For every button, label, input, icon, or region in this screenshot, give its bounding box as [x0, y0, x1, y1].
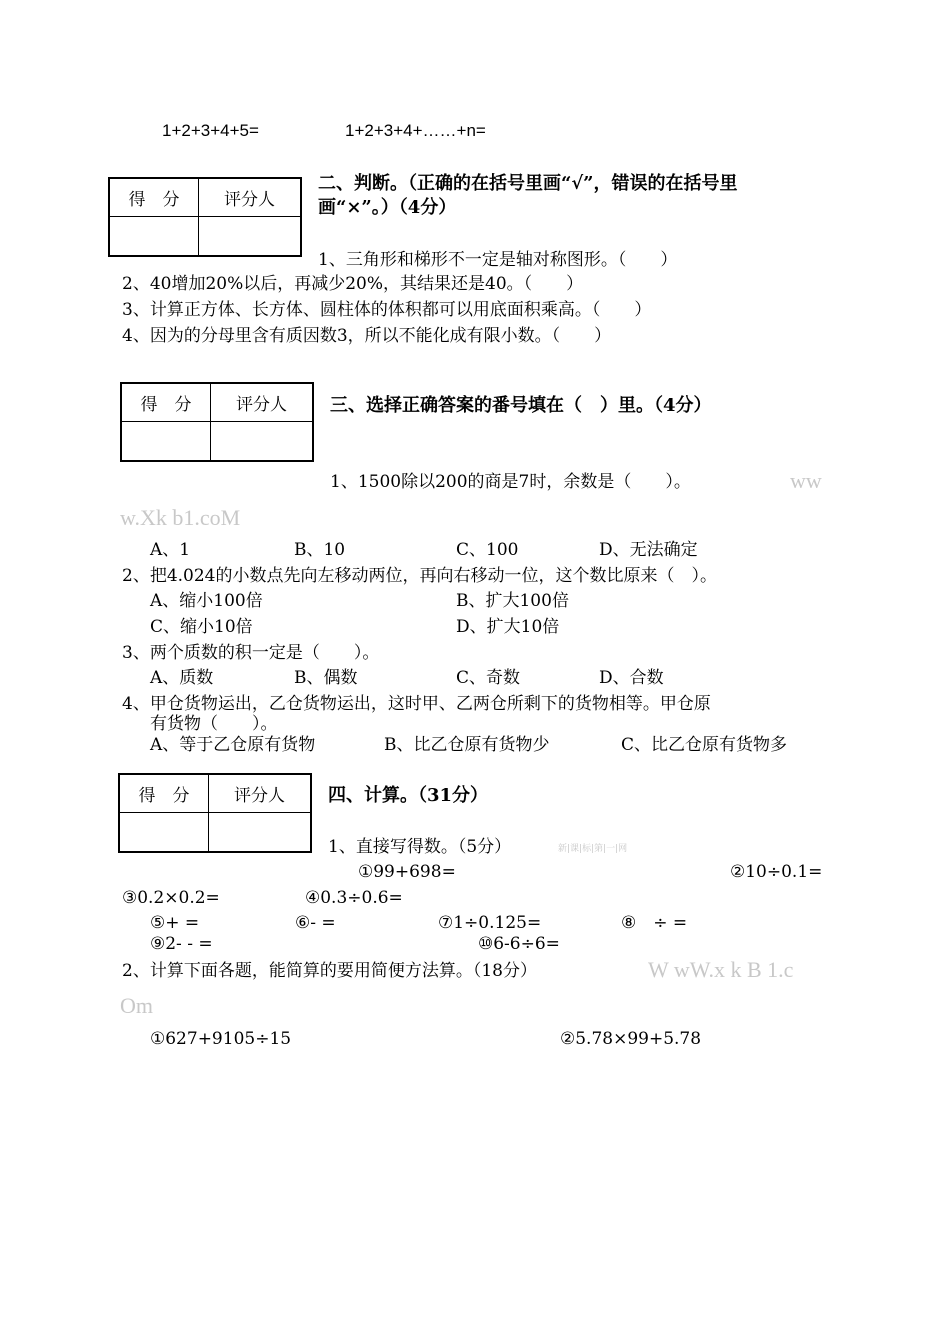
grader-cell[interactable]	[211, 421, 314, 461]
q3-option-a: A、质数	[150, 668, 214, 688]
q2-option-c: C、缩小10倍	[150, 617, 253, 637]
section-2-title-cont: 画“×”。）（4分）	[318, 197, 457, 218]
judge-item-4: 4、因为的分母里含有质因数3，所以不能化成有限小数。（ ）	[122, 326, 612, 346]
section-2-title: 二、判断。（正确的在括号里画“√”，错误的在括号里	[318, 173, 738, 194]
q1-option-d: D、无法确定	[599, 540, 698, 560]
q3-option-d: D、合数	[599, 668, 664, 688]
q4-option-b: B、比乙仓原有货物少	[384, 735, 550, 755]
sum-expression-2: 1+2+3+4+……+n=	[345, 121, 486, 140]
score-label: 得 分	[109, 178, 199, 216]
judge-item-2: 2、40增加20%以后，再减少20%，其结果还是40。（ ）	[122, 274, 584, 294]
watermark-text: W wW.x k B 1.c	[648, 957, 794, 982]
q1-option-a: A、1	[150, 540, 191, 560]
calc-item-8: ⑧ ÷ =	[621, 913, 688, 933]
choice-q3: 3、两个质数的积一定是（ ）。	[122, 643, 380, 663]
calc-item-1: ①99+698=	[358, 862, 456, 882]
calc-item-10: ⑩6-6÷6=	[478, 934, 560, 954]
score-label: 得 分	[119, 774, 209, 812]
score-box	[118, 773, 312, 853]
watermark-text: Om	[120, 993, 153, 1018]
score-label: 得 分	[121, 383, 211, 421]
q3-option-b: B、偶数	[294, 668, 358, 688]
q2-option-a: A、缩小100倍	[150, 591, 263, 611]
score-cell[interactable]	[109, 216, 199, 256]
calc-item-6: ⑥- =	[295, 913, 336, 933]
grader-label: 评分人	[199, 178, 302, 216]
grader-cell[interactable]	[199, 216, 302, 256]
choice-q2: 2、把4.024的小数点先向左移动两位，再向右移动一位，这个数比原来（ ）。	[122, 566, 717, 586]
grader-cell[interactable]	[209, 812, 312, 852]
watermark-text: 新|课|标|第|一|网	[558, 844, 628, 854]
q4-option-a: A、等于乙仓原有货物	[150, 735, 316, 755]
section-4-sub1: 1、直接写得数。（5分）	[328, 837, 512, 857]
calc-item-5: ⑤+ =	[150, 913, 200, 933]
calc-item-3: ③0.2×0.2=	[122, 888, 220, 908]
calc-problem-1: ①627+9105÷15	[150, 1029, 292, 1049]
section-4-title: 四、计算。（31分）	[328, 785, 489, 806]
q3-option-c: C、奇数	[456, 668, 521, 688]
judge-item-1: 1、三角形和梯形不一定是轴对称图形。（ ）	[318, 250, 678, 270]
q1-option-b: B、10	[294, 540, 346, 560]
score-cell[interactable]	[119, 812, 209, 852]
calc-item-2: ②10÷0.1=	[730, 862, 823, 882]
section-4-sub2: 2、计算下面各题，能简算的要用简便方法算。（18分）	[122, 961, 537, 981]
choice-q4: 4、甲仓货物运出，乙仓货物运出，这时甲、乙两仓所剩下的货物相等。甲仓原	[122, 694, 711, 714]
q2-option-d: D、扩大10倍	[456, 617, 560, 637]
watermark-text: ww	[790, 468, 822, 493]
judge-item-3: 3、计算正方体、长方体、圆柱体的体积都可以用底面积乘高。（ ）	[122, 300, 652, 320]
score-cell[interactable]	[121, 421, 211, 461]
section-3-title: 三、选择正确答案的番号填在（ ）里。（4分）	[330, 395, 712, 416]
grader-label: 评分人	[211, 383, 314, 421]
score-box	[108, 177, 302, 257]
choice-q4-cont: 有货物（ ）。	[150, 714, 278, 734]
calc-problem-2: ②5.78×99+5.78	[560, 1029, 702, 1049]
q4-option-c: C、比乙仓原有货物多	[621, 735, 788, 755]
choice-q1: 1、1500除以200的商是7时，余数是（ ）。	[330, 472, 691, 492]
score-box	[120, 382, 314, 462]
calc-item-9: ⑨2- - =	[150, 934, 213, 954]
calc-item-4: ④0.3÷0.6=	[305, 888, 403, 908]
grader-label: 评分人	[209, 774, 312, 812]
q2-option-b: B、扩大100倍	[456, 591, 569, 611]
q1-option-c: C、100	[456, 540, 519, 560]
calc-item-7: ⑦1÷0.125=	[438, 913, 542, 933]
watermark-text: w.Xk b1.coM	[120, 505, 241, 530]
sum-expression-1: 1+2+3+4+5=	[162, 121, 259, 140]
